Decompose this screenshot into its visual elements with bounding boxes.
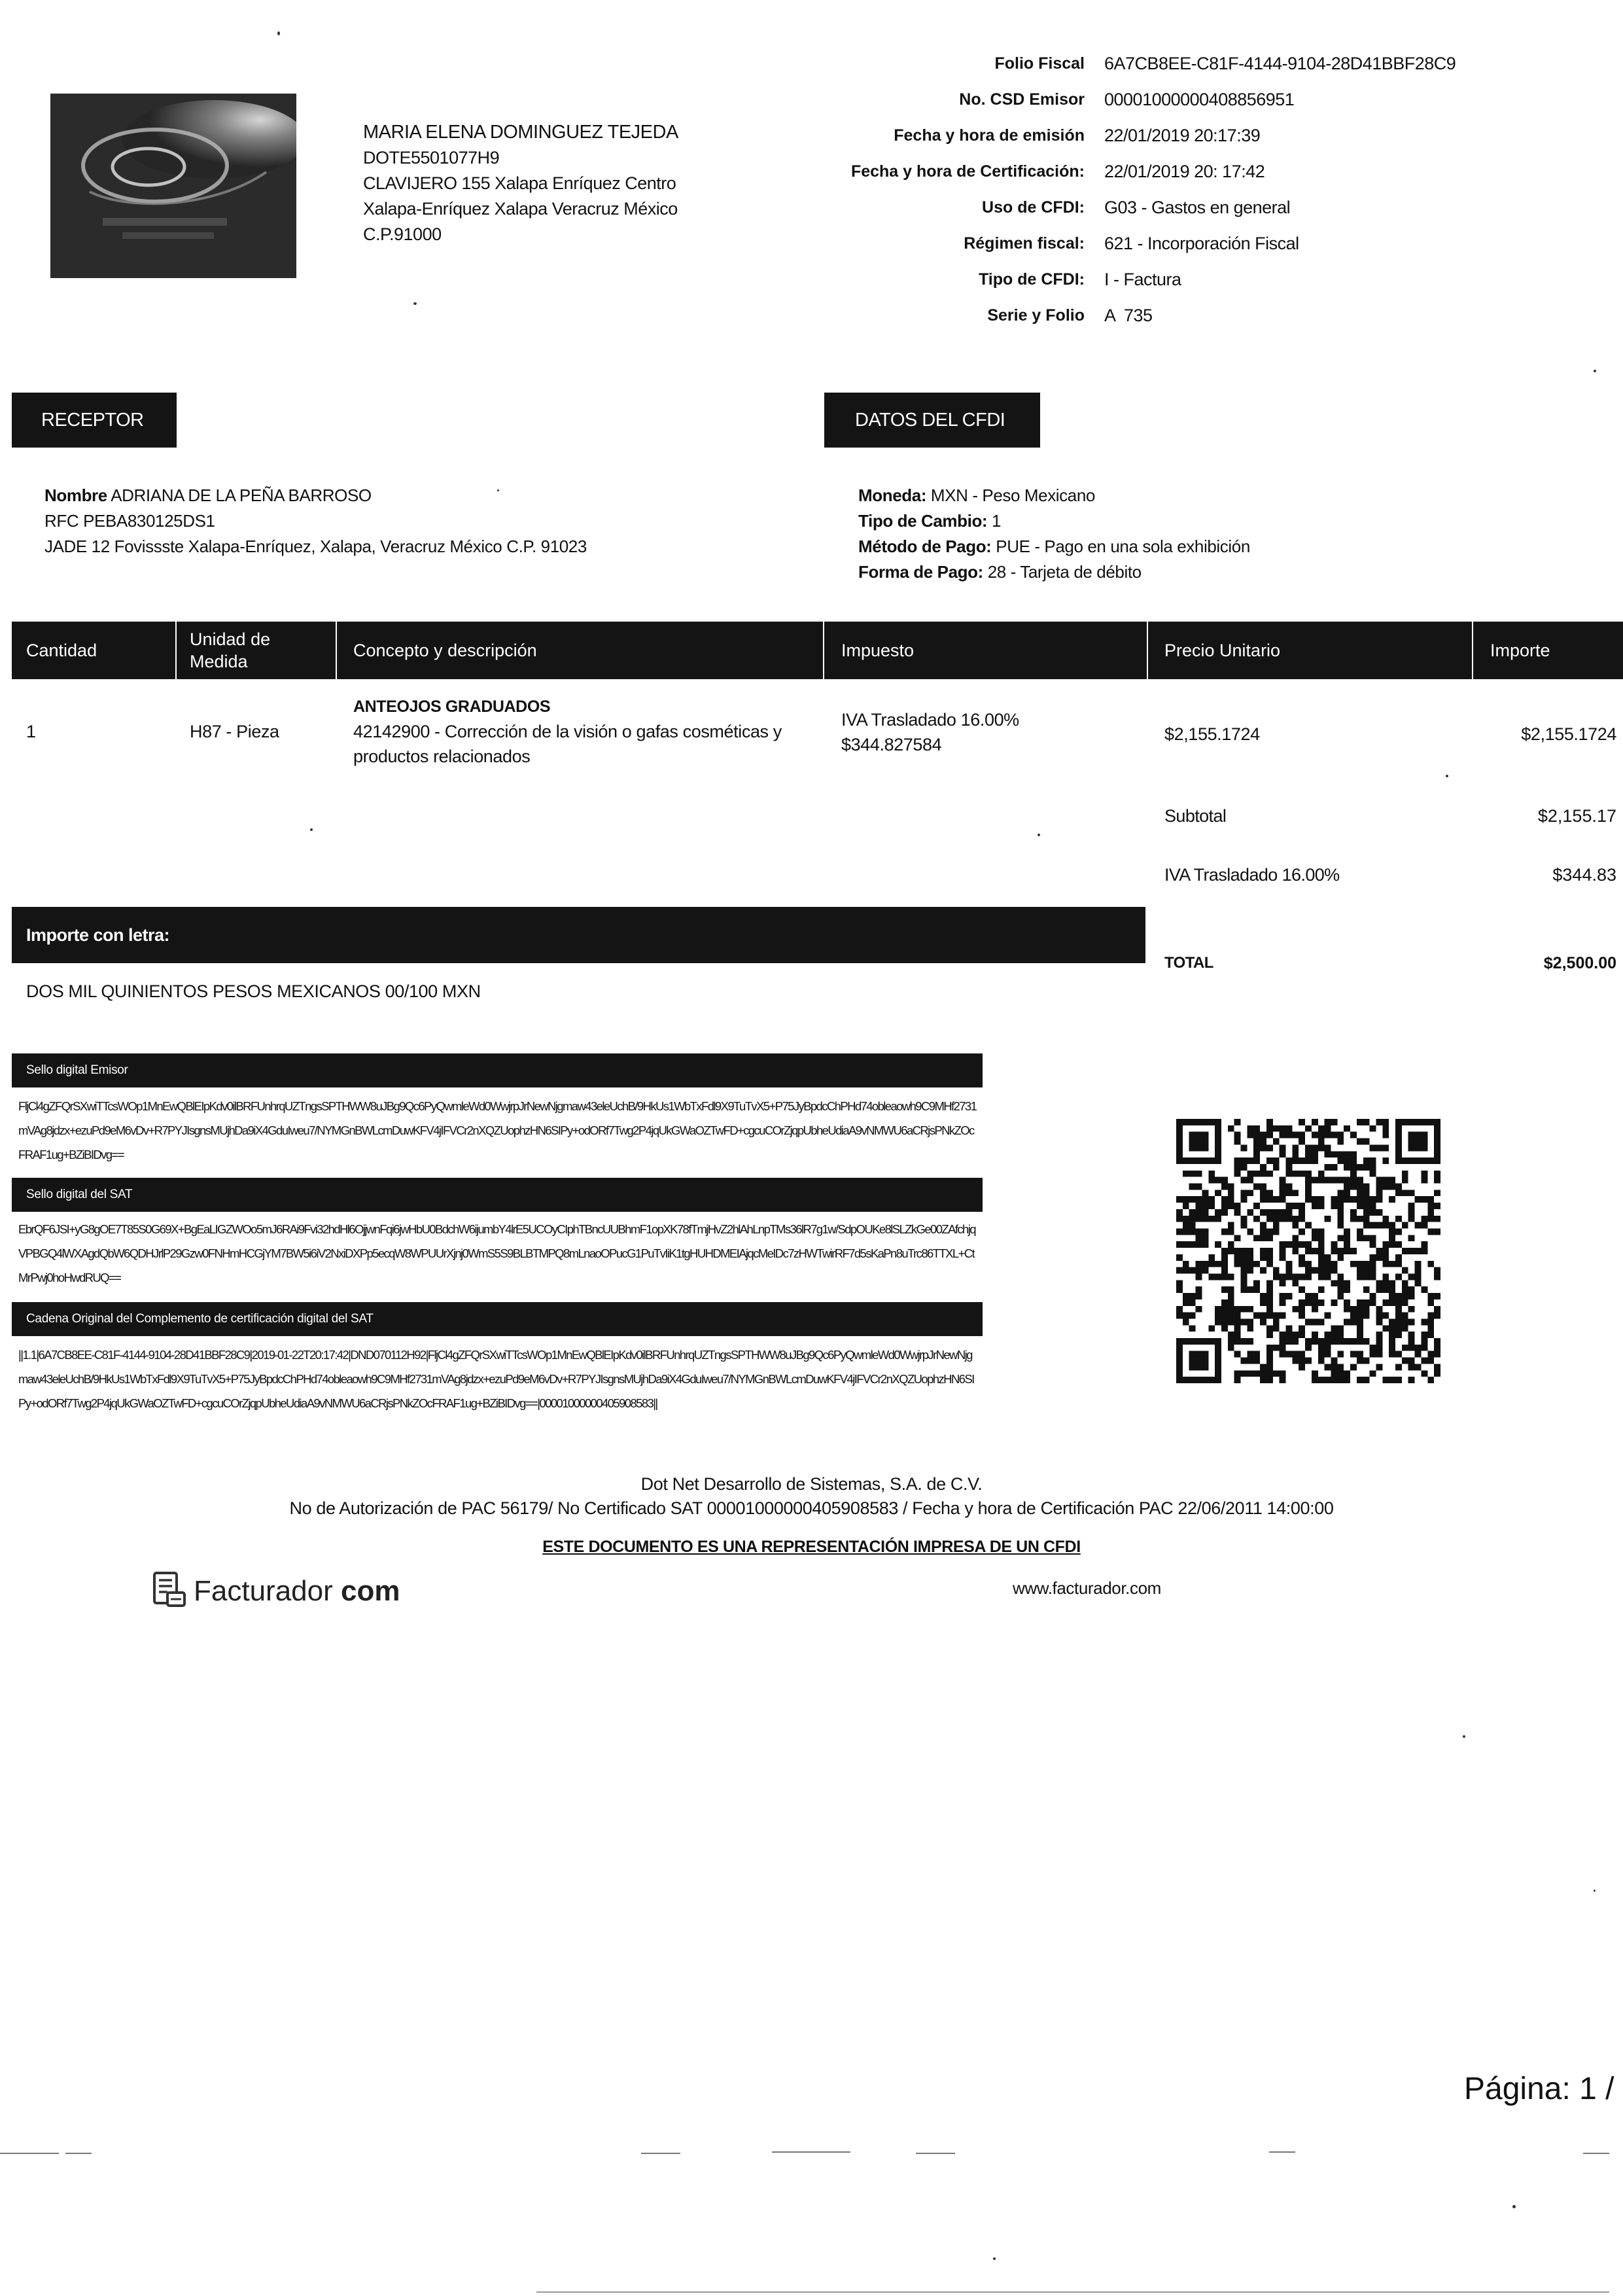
cell-unidad: H87 - Pieza (190, 722, 279, 741)
receptor-rfc: PEBA830125DS1 (83, 511, 215, 531)
meta-label: Uso de CFDI: (982, 198, 1085, 217)
meta-value: 22/01/2019 20: 17:42 (1104, 162, 1265, 181)
meta-label: Serie y Folio (987, 306, 1085, 325)
receptor-direccion: JADE 12 Fovissste Xalapa-Enríquez, Xalapa, Veracruz México C.P. 91023 (44, 537, 587, 556)
metodo-pago-label: Método de Pago: (858, 537, 992, 556)
th-importe: Importe (1490, 641, 1550, 660)
th-unidad (190, 622, 270, 679)
receptor-info (44, 483, 587, 559)
meta-row-tipo (759, 262, 1456, 298)
logo-graphic (50, 94, 296, 278)
meta-value: A 735 (1104, 306, 1153, 325)
header-divider (1147, 622, 1148, 679)
brand-tld: com (341, 1574, 400, 1607)
cell-concepto-desc-1: 42142900 - Corrección de la visión o gafas cosméticas y (353, 722, 782, 741)
footer-autorizacion: No de Autorización de PAC 56179/ No Certificado SAT 00001000000405908583 / Fecha y hora de Certificación PAC 22/06/2011 14:00:00 (289, 1498, 1334, 1518)
sello-emisor: FljCl4gZFQrSXwiTTcsWOp1MnEwQBlEIpKdv0ilBRFUnhrqUZTngsSPTHWW8uJBg9Qc6PyQwmleWd0WwjrpJrNewNjgmaw43eleUchB/9HkUs1WbTxFdl9X9TuTvX5+P75JyBpdcChPHd74obleaowh9C9MHf2731mVAg8jdzx+ezuPd9eM6vDv+R7PYJIsgnsMUjhDa9iX4GduIweu7/NYMGnBWLcmDuwKFV4jIFVCr2nXQZUophzHN6SIPy+odORf7Twg2P4jqUkGWaOZTwFD+cgcuCOrZjqpUbheUdiaA9vNMWU6aCRjsPNkZOcFRAF1ug+BZiBIDvg== (18, 1099, 977, 1161)
header-divider (175, 622, 177, 679)
th-concepto: Concepto y descripción (353, 641, 537, 660)
cell-concepto-desc-2: productos relacionados (353, 747, 531, 766)
header-divider (1472, 622, 1473, 679)
header-divider (823, 622, 824, 679)
meta-row-uso-cfdi (759, 190, 1456, 226)
brand-name: Facturador (194, 1574, 333, 1607)
fiscal-metadata (759, 46, 1456, 334)
receptor-nombre: ADRIANA DE LA PEÑA BARROSO (111, 486, 372, 505)
cell-precio: $2,155.1724 (1164, 724, 1260, 744)
moneda-label: Moneda: (858, 486, 927, 505)
facturador-wordmark (194, 1575, 400, 1608)
facturador-brand (152, 1570, 400, 1612)
footer-leyenda: ESTE DOCUMENTO ES UNA REPRESENTACIÓN IMPRESA DE UN CFDI (542, 1538, 1081, 1556)
meta-row-certificacion (759, 154, 1456, 190)
meta-value: 6A7CB8EE-C81F-4144-9104-28D41BBF28C9 (1104, 54, 1456, 73)
qr-code (1176, 1119, 1440, 1383)
emisor-cp: C.P.91000 (363, 224, 442, 244)
emisor-direccion-2: Xalapa-Enríquez Xalapa Veracruz México (363, 199, 678, 219)
cell-cantidad: 1 (26, 722, 36, 741)
emisor-info (363, 120, 678, 247)
meta-label: Fecha y hora de emisión (894, 126, 1085, 145)
forma-pago-label: Forma de Pago: (858, 562, 983, 582)
metodo-pago-value: PUE - Pago en una sola exhibición (996, 537, 1250, 556)
emisor-nombre: MARIA ELENA DOMINGUEZ TEJEDA (363, 122, 678, 143)
cell-impuesto-1: IVA Trasladado 16.00% (841, 710, 1019, 730)
cadena-original-heading: Cadena Original del Complemento de certificación digital del SAT (12, 1302, 983, 1336)
tipo-cambio-line (858, 508, 1250, 534)
meta-value: 621 - Incorporación Fiscal (1104, 234, 1299, 253)
th-unidad-line-2: Medida (190, 652, 248, 671)
cell-concepto-titulo: ANTEOJOS GRADUADOS (353, 698, 551, 716)
meta-row-regimen (759, 226, 1456, 262)
subtotal-value: $2,155.17 (1537, 806, 1616, 826)
receptor-rfc-line (44, 508, 587, 534)
subtotal-label: Subtotal (1164, 806, 1227, 826)
meta-label: Tipo de CFDI: (978, 270, 1085, 289)
th-cantidad: Cantidad (26, 641, 97, 660)
invoice-icon (152, 1570, 187, 1612)
page-number: Página: 1 / (1464, 2072, 1614, 2106)
meta-row-folio (759, 46, 1456, 82)
datos-cfdi-info (858, 483, 1250, 585)
meta-label: Folio Fiscal (994, 54, 1085, 73)
meta-label: Fecha y hora de Certificación: (850, 162, 1085, 181)
iva-value: $344.83 (1552, 865, 1616, 885)
tipo-cambio-value: 1 (992, 511, 1002, 531)
forma-pago-line (858, 559, 1250, 585)
sello-sat: EbrQF6JSI+yG8gOE7T85S0G69X+BgEaLIGZWOo5mJ6RAi9Fvi32hdHl6OjjwnFqi6jwHbU0BdchW6ijumbY4lrE5UCOyCIphTBncUUBhmF1opXK78fTmjHvZ2hlAhLnpTMs36lR7g1w/SdpOUKe8lSLZkGe00ZAfchjqVPBGQ4lWXAgdQbW6QDHJrlP29Gzw0FNHmHCGjYM7BW5i6iV2NxiDXPp5ecqW8WPUUrXjnj0WmS5S9BLBTMPQ8mLnaoOPucG1PuTvIiK1tgHUHDMEIAjqcMeIDc7zHWTwirRF7d5sKaPn8uTrc86TTXL+CtMrPwj0hoHwdRUQ== (18, 1222, 975, 1284)
meta-value: I - Factura (1104, 270, 1181, 289)
receptor-heading: RECEPTOR (12, 393, 177, 448)
th-precio: Precio Unitario (1164, 641, 1281, 660)
meta-value: 22/01/2019 20:17:39 (1104, 126, 1261, 145)
sello-emisor-heading: Sello digital Emisor (12, 1053, 983, 1087)
importe-letra-heading: Importe con letra: (12, 907, 1145, 963)
importe-letra-texto: DOS MIL QUINIENTOS PESOS MEXICANOS 00/100 MXN (26, 981, 481, 1001)
th-impuesto: Impuesto (841, 641, 915, 660)
footer-empresa: Dot Net Desarrollo de Sistemas, S.A. de C.V. (640, 1474, 983, 1494)
sello-sat-heading: Sello digital del SAT (12, 1178, 983, 1212)
emisor-direccion-1: CLAVIJERO 155 Xalapa Enríquez Centro (363, 173, 676, 193)
emisor-logo (50, 94, 296, 278)
moneda-value: MXN - Peso Mexicano (930, 486, 1095, 505)
meta-label: Régimen fiscal: (964, 234, 1085, 253)
moneda-line (858, 483, 1250, 508)
iva-label: IVA Trasladado 16.00% (1164, 865, 1340, 885)
meta-row-serie-folio (759, 298, 1456, 334)
meta-row-emision (759, 118, 1456, 154)
emisor-rfc: DOTE5501077H9 (363, 148, 500, 168)
meta-value: 00001000000408856951 (1104, 90, 1295, 109)
meta-value: G03 - Gastos en general (1104, 198, 1291, 217)
receptor-nombre-line (44, 483, 587, 508)
receptor-nombre-label: Nombre (44, 486, 107, 505)
website-url: www.facturador.com (1013, 1578, 1161, 1598)
datos-cfdi-heading: DATOS DEL CFDI (824, 393, 1040, 448)
meta-label: No. CSD Emisor (959, 90, 1085, 109)
metodo-pago-line (858, 534, 1250, 559)
tipo-cambio-label: Tipo de Cambio: (858, 511, 988, 531)
cell-importe: $2,155.1724 (1521, 724, 1616, 744)
items-table-header (12, 622, 1623, 679)
total-label: TOTAL (1164, 954, 1213, 972)
forma-pago-value: 28 - Tarjeta de débito (987, 562, 1142, 582)
cadena-original: ||1.1|6A7CB8EE-C81F-4144-9104-28D41BBF28C9|2019-01-22T20:17:42|DND070112H92|FljCl4gZFQrSXwiTTcsWOp1MnEwQBlEIpKdv0ilBRFUnhrqUZTngsSPTHWW8uJBg9Qc6PyQwmleWd0WwjrpJrNewNjgmaw43eleUchB/9HkUs1WbTxFdl9X9TuTvX5+P75JyBpdcChPHd74obleaowh9C9MHf2731mVAg8jdzx+ezuPd9eM6vDv+R7PYJIsgnsMUjhDa9iX4GduIweu7/NYMGnBWLcmDuwKFV4jIFVCr2nXQZUophzHN6SIPy+odORf7Twg2P4jqUkGWaOZTwFD+cgcuCOrZjqpUbheUdiaA9vNMWU6aCRjsPNkZOcFRAF1ug+BZiBIDvg==|00001000000405908583|| (18, 1348, 974, 1410)
receptor-rfc-label: RFC (44, 511, 79, 531)
header-divider (336, 622, 337, 679)
total-value: $2,500.00 (1543, 954, 1616, 972)
th-unidad-line-1: Unidad de (190, 629, 271, 649)
qr-code-graphic (1176, 1119, 1440, 1383)
meta-row-csd (759, 82, 1456, 118)
cell-impuesto-2: $344.827584 (841, 735, 942, 754)
